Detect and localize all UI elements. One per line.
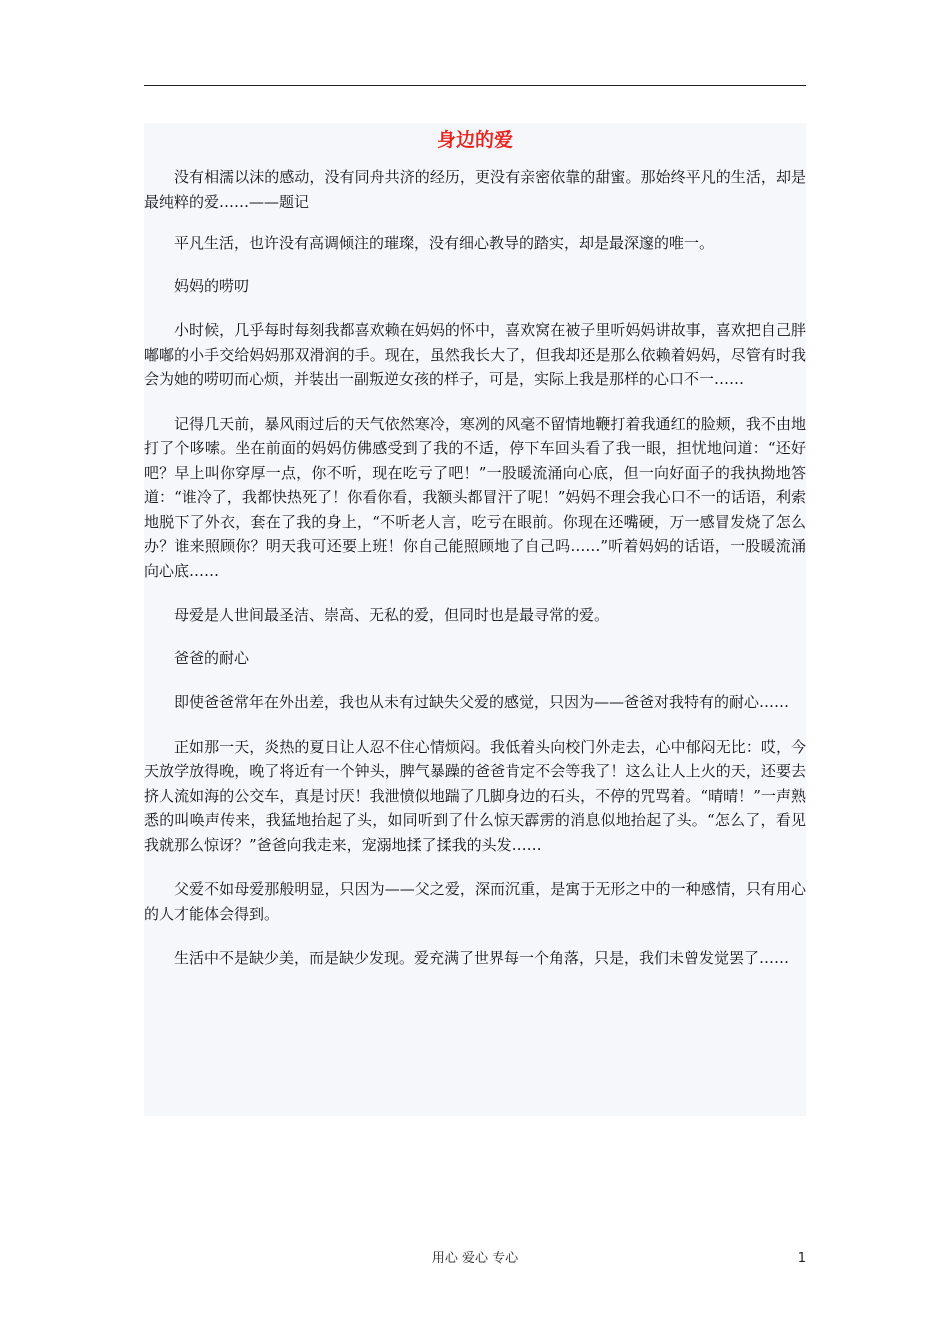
paragraph-conclusion: 生活中不是缺少美，而是缺少发现。爱充满了世界每一个角落，只是，我们未曾发觉罢了…… [174,949,790,967]
section-heading-mother: 妈妈的唠叨 [174,276,250,295]
paragraph-father-patience: 即使爸爸常年在外出差，我也从未有过缺失父爱的感觉，只因为——爸爸对我特有的耐心…… [174,693,790,711]
section-heading-father: 爸爸的耐心 [174,648,250,667]
paragraph-storm-memory: 记得几天前，暴风雨过后的天气依然寒冷，寒冽的风毫不留情地鞭打着我通红的脸颊，我不由地打了个哆嗦。坐在前面的妈妈仿佛感受到了我的不适，停下车回头看了我一眼，担忧地问道：“还好吧？早上叫你穿厚一点，你不听，现在吃亏了吧！”一股暖流涌向心底，但一向好面子的我执拗地答道：“谁冷了，我都快热死了！你看你看，我额头都冒汗了呢！”妈妈不理会我心口不一的话语，利索地脱下了外衣，套在了我的身上，“不听老人言，吃亏在眼前。你现在还嘴硬，万一感冒发烧了怎么办？谁来照顾你？明天我可还要上班！你自己能照顾地了自己吗……”听着妈妈的话语，一股暖流涌向心底…… [144,414,806,580]
article-title: 身边的爱 [436,129,513,151]
paragraph-epigraph: 没有相濡以沫的感动，没有同舟共济的经历，更没有亲密依靠的甜蜜。那始终平凡的生活，却是最纯粹的爱……——题记 [144,168,806,211]
footer-motto: 用心 爱心 专心 [431,1251,519,1266]
paragraph-summer-day: 正如那一天，炎热的夏日让人忍不住心情烦闷。我低着头向校门外走去，心中郁闷无比：哎，今天放学放得晚，晚了将近有一个钟头，脾气暴躁的爸爸肯定不会等我了！这么让人上火的天，还要去挤人流如海的公交车，真是讨厌！我泄愤似地踹了几脚身边的石头，不停的咒骂着。“晴晴！”一声熟悉的叫唤声传来，我猛地抬起了头，如同听到了什么惊天霹雳的消息似地抬起了头。“怎么了，看见我就那么惊讶？”爸爸向我走来，宠溺地揉了揉我的头发…… [144,737,806,854]
page-footer [144,1250,806,1268]
paragraph-father-love: 父爱不如母爱那般明显，只因为——父之爱，深而沉重，是寓于无形之中的一种感情，只有用心的人才能体会得到。 [144,880,806,923]
paragraph-intro: 平凡生活，也许没有高调倾注的璀璨，没有细心教导的踏实，却是最深邃的唯一。 [174,234,715,252]
article-body [144,123,806,1116]
header-rule [144,85,806,86]
paragraph-mother-love: 母爱是人世间最圣洁、崇高、无私的爱，但同时也是最寻常的爱。 [174,606,610,624]
paragraph-childhood: 小时候，几乎每时每刻我都喜欢赖在妈妈的怀中，喜欢窝在被子里听妈妈讲故事，喜欢把自己胖嘟嘟的小手交给妈妈那双滑润的手。现在，虽然我长大了，但我却还是那么依赖着妈妈，尽管有时我会为她的唠叨而心烦，并装出一副叛逆女孩的样子，可是，实际上我是那样的心口不一…… [144,321,806,388]
page-number: 1 [797,1251,806,1266]
